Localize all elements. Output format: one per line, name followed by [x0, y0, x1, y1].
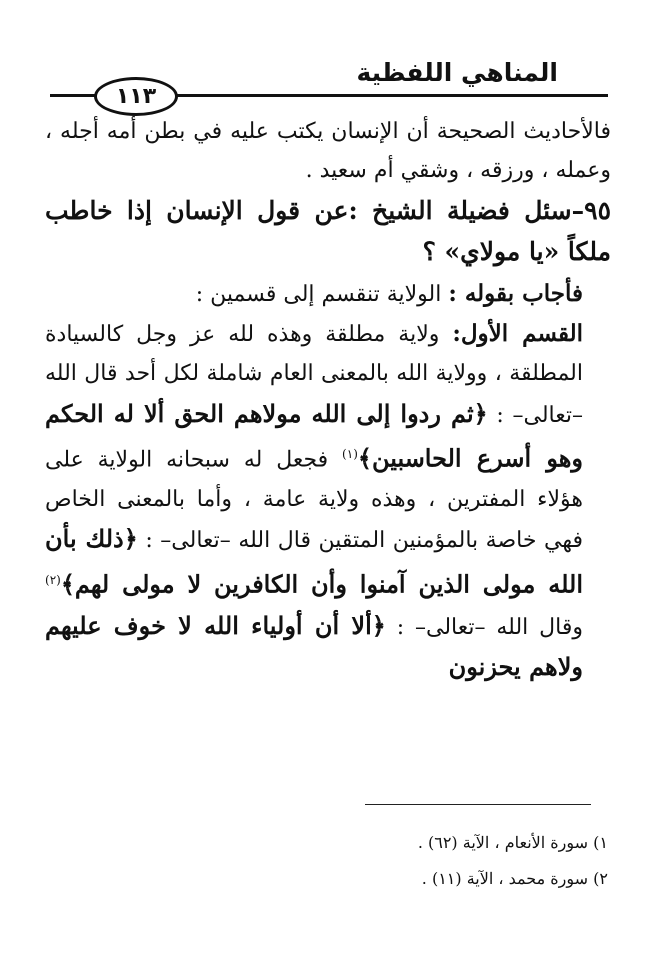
question-text: سئل فضيلة الشيخ :عن قول الإنسان إذا خاطب ملكاً «يا مولاي» ؟	[45, 195, 611, 267]
section1-label: القسم الأول:	[452, 320, 584, 348]
question-number: ٩٥–	[571, 195, 611, 225]
answer-text: الولاية تنقسم إلى قسمين :	[195, 281, 449, 307]
body-text	[45, 112, 611, 688]
verse-3: ﴿ألا أن أولياء الله لا خوف عليهم ولاهم يحزنون	[45, 610, 583, 681]
answer-paragraph	[45, 274, 611, 314]
footnote-2: ٢) سورة محمد ، الآية (١١) .	[421, 869, 608, 888]
after-verse-1: فجعل له سبحانه الولاية على هؤلاء المفترين ، وهذه ولاية عامة ، وأما بالمعنى الخاص فهي خاصة بالمؤمنين المتقين قال الله –تعالى– :	[45, 447, 584, 554]
footnote-separator	[365, 804, 591, 805]
question-paragraph	[45, 191, 611, 274]
running-title: المناهي اللفظية	[356, 58, 558, 87]
section1-paragraph	[45, 314, 611, 688]
paragraph-intro: فالأحاديث الصحيحة أن الإنسان يكتب عليه في بطن أمه أجله ، وعمله ، ورزقه ، وشقي أم سعيد .	[45, 119, 611, 184]
answer-label: فأجاب بقوله :	[448, 279, 583, 307]
section1-text: ولاية مطلقة وهذه لله عز وجل كالسيادة المطلقة ، وولاية الله بالمعنى العام شاملة لكل أحد قال الله –تعالى– :	[45, 322, 583, 428]
page-number: ١١٣	[115, 84, 157, 109]
verse-1: ﴿ثم ردوا إلى الله مولاهم الحق ألا له الحكم وهو أسرع الحاسبين﴾	[45, 398, 583, 473]
footnote-ref-1[interactable]: (١)	[342, 447, 358, 462]
footnote-ref-2[interactable]: (٢)	[45, 572, 61, 587]
footnotes	[48, 825, 608, 897]
verse-2: ﴿ذلك بأن الله مولى الذين آمنوا وأن الكافرين لا مولى لهم﴾	[45, 524, 583, 599]
after-verse-2: وقال الله –تعالى– :	[385, 614, 584, 640]
page-number-oval	[94, 77, 178, 116]
footnote-1: ١) سورة الأنعام ، الآية (٦٢) .	[417, 833, 608, 852]
